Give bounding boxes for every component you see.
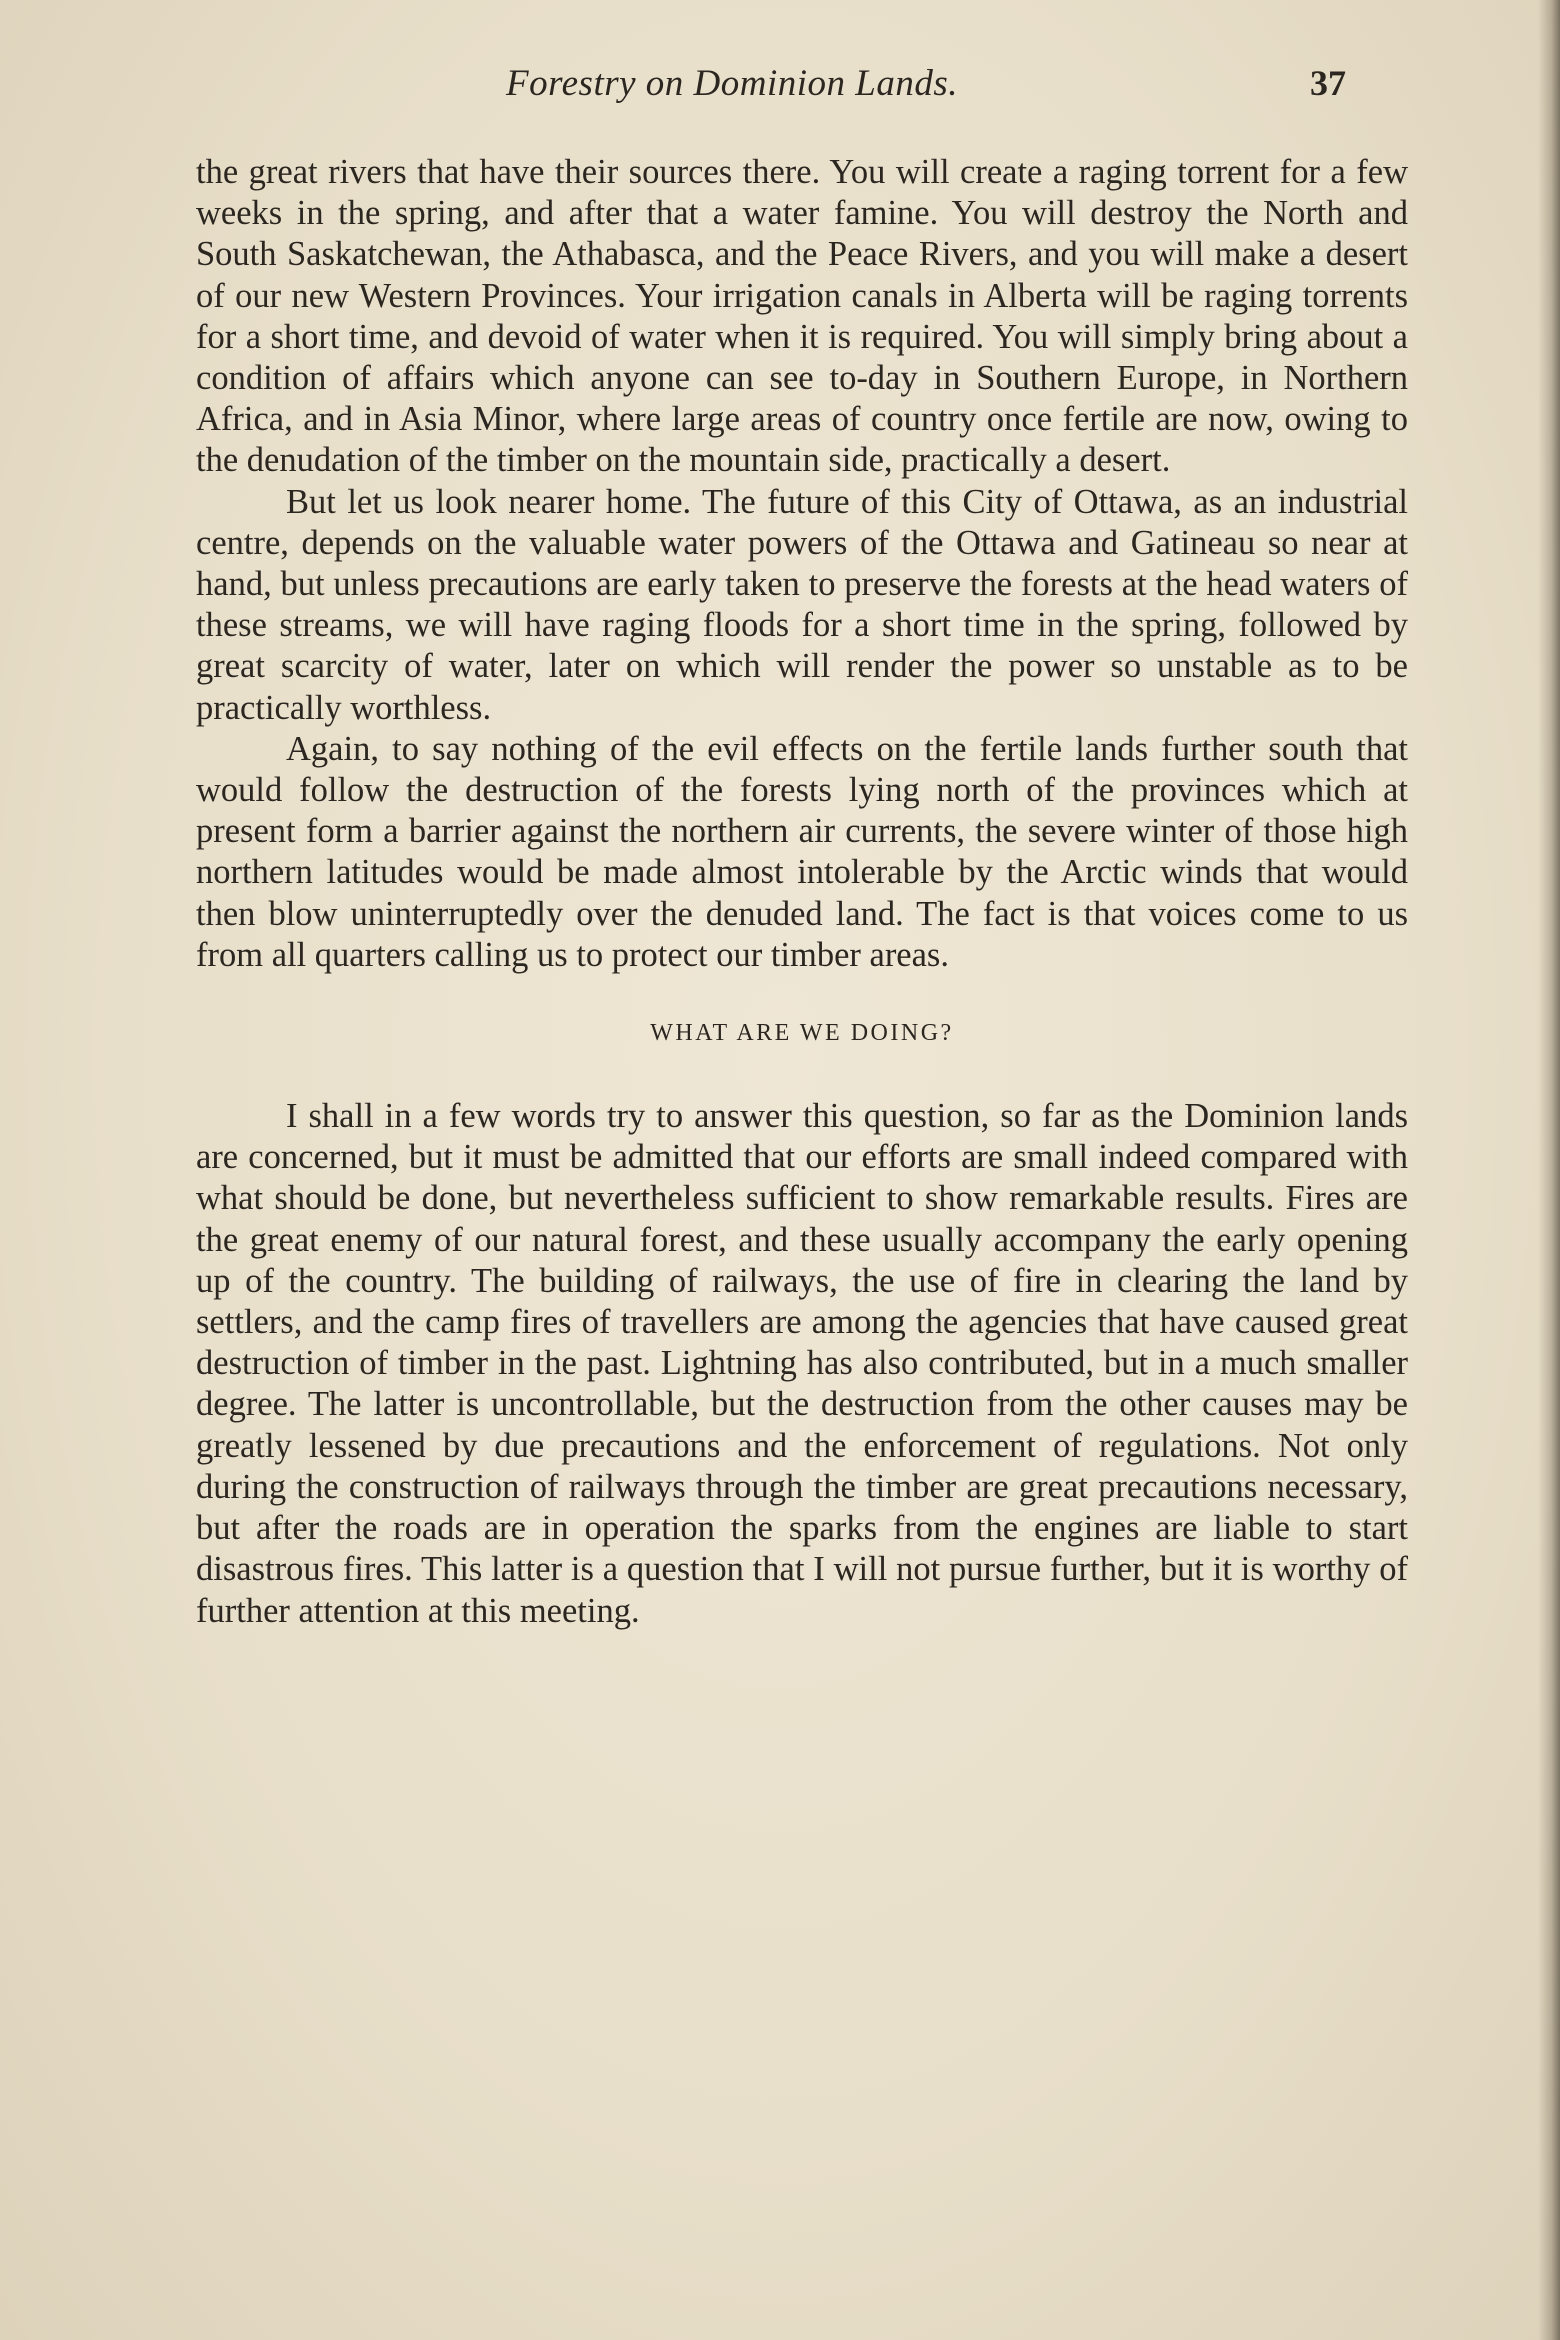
paragraph-what-are-we-doing: I shall in a few words try to answer this question, so far as the Dominion lands are concerned, but it must be admitted that our efforts are small indeed compared with what should be done, but nevertheless sufficient to show remarkable results. Fires are the great enemy of our natural forest, and these usually accompany the early opening up of the country. The building of railways, the use of fire in clearing the land by settlers, and the camp fires of travellers are among the agencies that have caused great destruction of timber in the past. Lightning has also contributed, but in a much smaller degree. The latter is uncontrollable, but the destruction from the other causes may be greatly lessened by due precautions and the enforcement of regulations. Not only during the construction of railways through the timber are great precautions necessary, but after the roads are in operation the sparks from the engines are liable to start disastrous fires. This latter is a question that I will not pursue further, but it is worthy of further attention at this meeting.: [196, 1097, 1408, 1630]
running-title: Forestry on Dominion Lands.: [506, 63, 959, 104]
page-edge-shadow: [1538, 0, 1560, 2340]
section-heading: WHAT ARE WE DOING?: [650, 1020, 954, 1047]
body-text: [196, 152, 1408, 1632]
paragraph-ottawa: But let us look nearer home. The future of this City of Ottawa, as an industrial centre, depends on the valuable water powers of the Ottawa and Gatineau so near at hand, but unless precautions are early taken to preserve the forests at the head waters of these streams, we will have raging floods for a short time in the spring, followed by great scarcity of water, later on which will render the power so unstable as to be practically worthless.: [196, 482, 1408, 727]
running-head: [196, 62, 1406, 112]
page-number: 37: [1310, 63, 1346, 103]
paragraph-rivers: the great rivers that have their sources there. You will create a raging torrent for a few weeks in the spring, and after that a water famine. You will destroy the North and South Saskatchewan, the Athabasca, and the Peace Rivers, and you will make a desert of our new Western Provinces. Your irrigation canals in Alberta will be raging torrents for a short time, and devoid of water when it is required. You will simply bring about a condition of affairs which anyone can see to-day in Southern Europe, in Northern Africa, and in Asia Minor, where large areas of country once fertile are now, owing to the denudation of the timber on the mountain side, practically a desert.: [196, 153, 1408, 480]
paragraph-northern-forests: Again, to say nothing of the evil effects on the fertile lands further south that would follow the destruction of the forests lying north of the provinces which at present form a barrier against the northern air currents, the severe winter of those high northern latitudes would be made almost intolerable by the Arctic winds that would then blow uninterruptedly over the denuded land. The fact is that voices come to us from all quarters calling us to protect our timber areas.: [196, 729, 1408, 974]
